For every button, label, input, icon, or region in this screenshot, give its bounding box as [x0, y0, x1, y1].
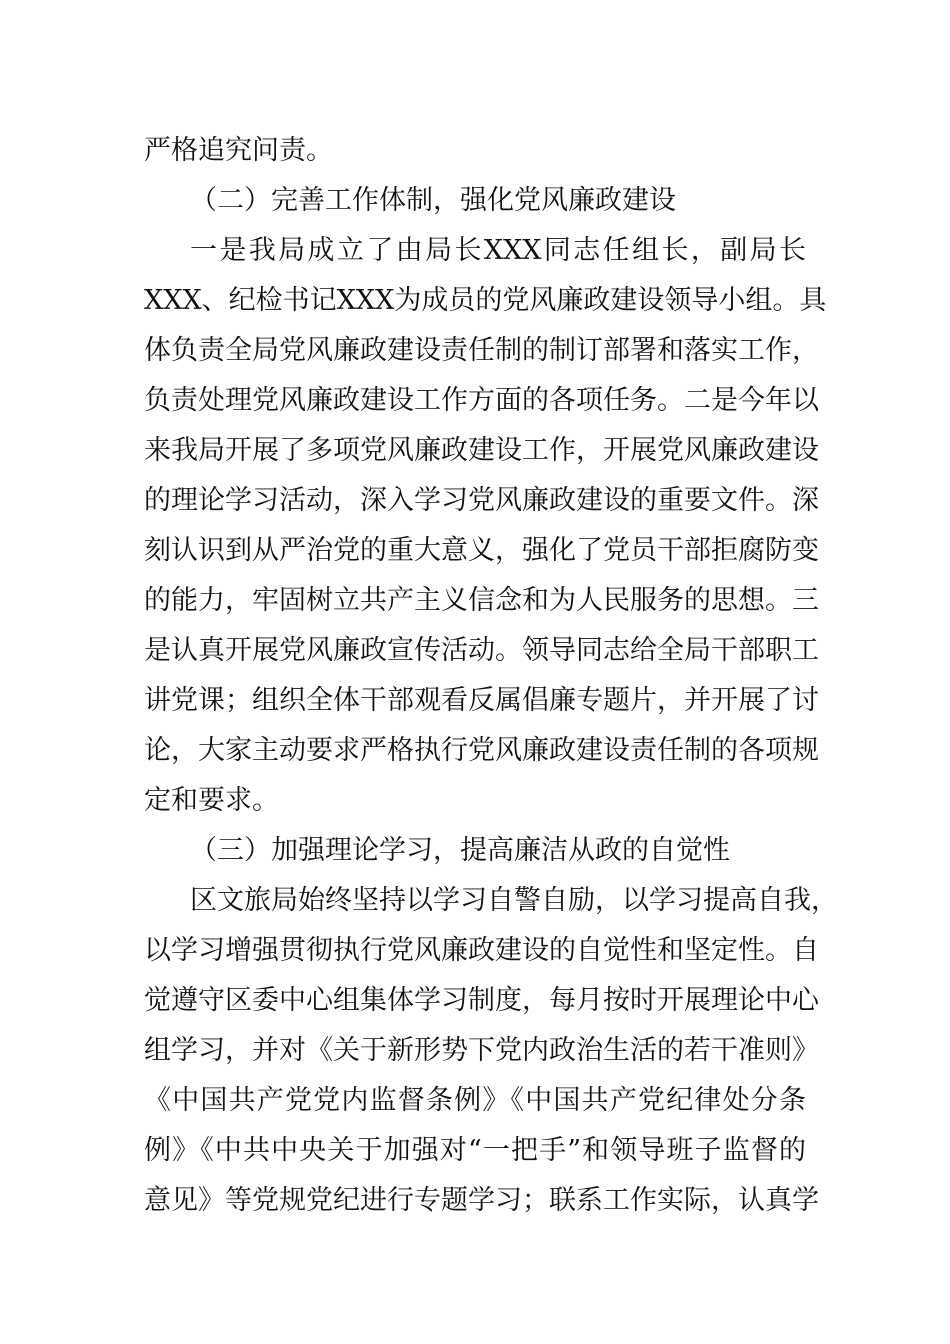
text-line: 负责处理党风廉政建设工作方面的各项任务。二是今年以 [144, 385, 819, 416]
text-line: 组学习，并对《关于新形势下党内政治生活的若干准则》 [144, 1035, 819, 1066]
text-line: 意见》等党规党纪进行专题学习；联系工作实际，认真学 [144, 1185, 819, 1216]
text-line: 觉遵守区委中心组集体学习制度，每月按时开展理论中心 [144, 985, 819, 1016]
text-line: 严格追究问责。 [144, 135, 333, 166]
section-heading-3: （三）加强理论学习，提高廉洁从政的自觉性 [190, 835, 730, 866]
text-line: 是认真开展党风廉政宣传活动。领导同志给全局干部职工 [144, 635, 819, 666]
text-line: 例》《中共中央关于加强对“一把手”和领导班子监督的 [144, 1135, 806, 1166]
text-line: 的能力，牢固树立共产主义信念和为人民服务的思想。三 [144, 585, 819, 616]
paragraph-first-line: 区文旅局始终坚持以学习自警自励，以学习提高自我， [190, 885, 838, 916]
text-line: 以学习增强贯彻执行党风廉政建设的自觉性和坚定性。自 [144, 935, 819, 966]
text-line: 刻认识到从严治党的重大意义，强化了党员干部拒腐防变 [144, 535, 819, 566]
text-line: 来我局开展了多项党风廉政建设工作，开展党风廉政建设 [144, 435, 819, 466]
text-line: 定和要求。 [144, 785, 279, 816]
text-line: 讲党课；组织全体干部观看反属倡廉专题片，并开展了讨 [144, 685, 819, 716]
text-line: 体负责全局党风廉政建设责任制的制订部署和落实工作， [144, 335, 819, 366]
text-line: XXX、纪检书记XXX为成员的党风廉政建设领导小组。具 [144, 285, 827, 316]
paragraph-first-line: 一是我局成立了由局长XXX同志任组长，副局长 [190, 235, 806, 266]
text-line: 《中国共产党党内监督条例》《中国共产党纪律处分条 [144, 1085, 806, 1116]
text-line: 的理论学习活动，深入学习党风廉政建设的重要文件。深 [144, 485, 819, 516]
text-line: 论，大家主动要求严格执行党风廉政建设责任制的各项规 [144, 735, 819, 766]
section-heading-2: （二）完善工作体制，强化党风廉政建设 [190, 185, 676, 216]
